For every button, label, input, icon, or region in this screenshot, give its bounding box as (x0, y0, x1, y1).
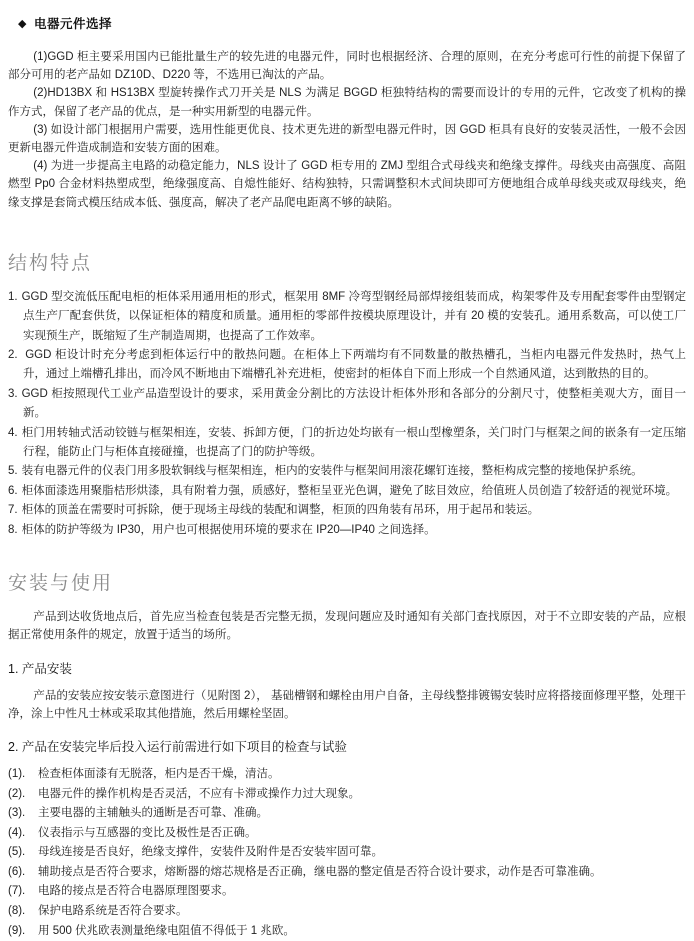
checklist-item-4 (8, 824, 686, 844)
selection-paragraph-3: (3) 如设计部门根据用户需要，选用性能更优良、技术更先进的新型电器元件时，因 GGD 柜具有良好的安装灵活性，一般不会因更新电器元件造成制造和安装方面的困难。 (8, 123, 686, 155)
item-number: 8. (8, 523, 18, 536)
section-installation-usage (8, 568, 686, 941)
item-text: 柜门用转轴式活动铰链与框架相连，安装、拆卸方便，门的折边处均嵌有一根山型橡塑条，关门时门与框架之间的嵌条有一定压缩行程，能防止门与柜体直接碰撞，也提高了门的防护等级。 (21, 426, 686, 459)
structure-item-4 (8, 424, 686, 463)
section-structure-features (8, 248, 686, 540)
check-number: (6). (8, 865, 26, 878)
component-selection-title: 电器元件选择 (33, 17, 112, 31)
pre-operation-checks-subtitle: 2. 产品在安装完毕后投入运行前需进行如下项目的检查与试验 (8, 739, 347, 754)
structure-item-5 (8, 462, 686, 481)
check-text: 保护电路系统是否符合要求。 (38, 905, 188, 918)
structure-item-1 (8, 288, 686, 346)
check-text: 电器元件的操作机构是否灵活，不应有卡滞或操作力过大现象。 (38, 787, 360, 800)
product-install-subtitle: 1. 产品安装 (8, 661, 72, 676)
structure-item-8 (8, 521, 686, 540)
structure-item-3 (8, 385, 686, 424)
check-number: (7). (8, 885, 26, 898)
check-number: (3). (8, 807, 26, 820)
checklist-item-1 (8, 765, 686, 785)
check-number: (4). (8, 826, 26, 839)
check-number: (2). (8, 787, 26, 800)
check-number: (1). (8, 767, 26, 780)
structure-item-6 (8, 482, 686, 501)
check-text: 辅助接点是否符合要求，熔断器的熔芯规格是否正确，继电器的整定值是否符合设计要求，动作是否可靠准确。 (38, 865, 602, 878)
check-number: (5). (8, 846, 26, 859)
structure-features-title: 结构特点 (8, 252, 93, 274)
product-install-body: 产品的安装应按安装示意图进行（见附图 2）， 基础槽钢和螺栓由用户自备，主母线整排镀锡安装时应将搭接面修理平整，处理干净，涂上中性凡士林或采取其他措施，然后用螺栓坚固。 (8, 689, 686, 720)
item-number: 5. (8, 465, 18, 478)
checklist-item-5 (8, 843, 686, 863)
item-number: 3. (8, 387, 18, 400)
checklist-item-2 (8, 785, 686, 805)
item-text: 装有电器元件的仪表门用多股软铜线与框架相连，柜内的安装件与框架间用滚花螺钉连接，整柜构成完整的接地保护系统。 (21, 465, 643, 478)
check-text: 仪表指示与互感器的变比及极性是否正确。 (38, 826, 257, 839)
checklist-item-8 (8, 902, 686, 922)
item-number: 4. (8, 426, 18, 439)
item-number: 2. (8, 349, 18, 362)
check-text: 主要电器的主辅触头的通断是否可靠、准确。 (38, 807, 268, 820)
selection-paragraph-1: (1)GGD 柜主要采用国内已能批量生产的较先进的电器元件，同时也根据经济、合理的原则，在充分考虑可行性的前提下保留了部分可用的老产品如 DZ10D、D220 等，不选用已淘汰的产品。 (8, 51, 686, 82)
installation-intro-paragraph: 产品到达收货地点后，首先应当检查包装是否完整无损，发现问题应及时通知有关部门查找原因，对于不立即安装的产品，应根据正常使用条件的规定，放置于适当的场所。 (8, 611, 686, 642)
item-number: 7. (8, 504, 18, 517)
selection-paragraph-4: (4) 为进一步提高主电路的动稳定能力，NLS 设计了 GGD 柜专用的 ZMJ 型组合式母线夹和绝缘支撑件。母线夹由高强度、高阻燃型 Pp0 合金材料热塑成型，绝缘强度高、自熄性能好、结构独特，只需调整积木式间块即可方便地组合成单母线夹或双母线夹，绝缘支撑是套筒式模压结成本低、强度高，解决了老产品爬电距离不够的缺陷。 (8, 160, 686, 209)
structure-item-7 (8, 501, 686, 520)
check-text: 母线连接是否良好，绝缘支撑件，安装件及附件是否安装牢固可靠。 (38, 846, 383, 859)
structure-item-2 (8, 346, 686, 385)
checklist-item-3 (8, 804, 686, 824)
item-number: 6. (8, 484, 18, 497)
item-text: GGD 柜按照现代工业产品造型设计的要求，采用黄金分割比的方法设计柜体外形和各部分的分割尺寸，使整柜美观大方，面目一新。 (21, 387, 686, 420)
check-text: 检查柜体面漆有无脱落，柜内是否干燥，清洁。 (38, 767, 280, 780)
item-text: GGD 柜设计时充分考虑到柜体运行中的散热问题。在柜体上下两端均有不同数量的散热槽孔，当柜内电器元件发热时，热气上升，通过上端槽孔排出，而冷风不断地由下端槽孔补充进柜，使密封的柜体自下而上形成一个自然通风道，达到散热的目的。 (23, 349, 686, 381)
item-text: GGD 型交流低压配电柜的柜体采用通用柜的形式，框架用 8MF 冷弯型钢经局部焊接组装而成，构架零件及专用配套零件由型钢定点生产厂配套供货，以保证柜体的精度和质量。通用柜的零部件按模块原理设计，并有 20 模的安装孔。通用系数高，可以使工厂实现预生产，既缩短了生产制造周期，也提高了工作效率。 (21, 290, 686, 342)
item-number: 1. (8, 290, 18, 303)
item-text: 柜体面漆选用聚脂桔形烘漆，具有附着力强，质感好，整柜呈亚光色调，避免了眩目效应，给值班人员创造了较舒适的视觉环境。 (21, 484, 678, 497)
checklist-item-6 (8, 863, 686, 883)
section-component-selection (8, 14, 686, 212)
structure-feature-list (8, 288, 686, 540)
pre-operation-checklist (8, 765, 686, 941)
component-selection-heading (18, 14, 686, 32)
diamond-bullet-icon: ◆ (18, 18, 27, 30)
selection-paragraph-2: (2)HD13BX 和 HS13BX 型旋转操作式刀开关是 NLS 为满足 BGGD 柜独特结构的需要而设计的专用的元件，它改变了机构的操作方式，保留了老产品的优点，是一种实用新型的电器元件。 (8, 87, 686, 118)
check-number: (9). (8, 924, 26, 937)
item-text: 柜体的防护等级为 IP30，用户也可根据使用环境的要求在 IP20—IP40 之间选择。 (21, 523, 436, 536)
checklist-item-7 (8, 882, 686, 902)
installation-usage-title: 安装与使用 (8, 573, 114, 595)
item-text: 柜体的顶盖在需要时可拆除，便于现场主母线的装配和调整，柜顶的四角装有吊环，用于起吊和装运。 (21, 504, 540, 517)
checklist-item-9 (8, 922, 686, 941)
check-text: 电路的接点是否符合电器原理图要求。 (38, 885, 234, 898)
check-text: 用 500 伏兆欧表测量绝缘电阻值不得低于 1 兆欧。 (38, 924, 295, 937)
check-number: (8). (8, 905, 26, 918)
